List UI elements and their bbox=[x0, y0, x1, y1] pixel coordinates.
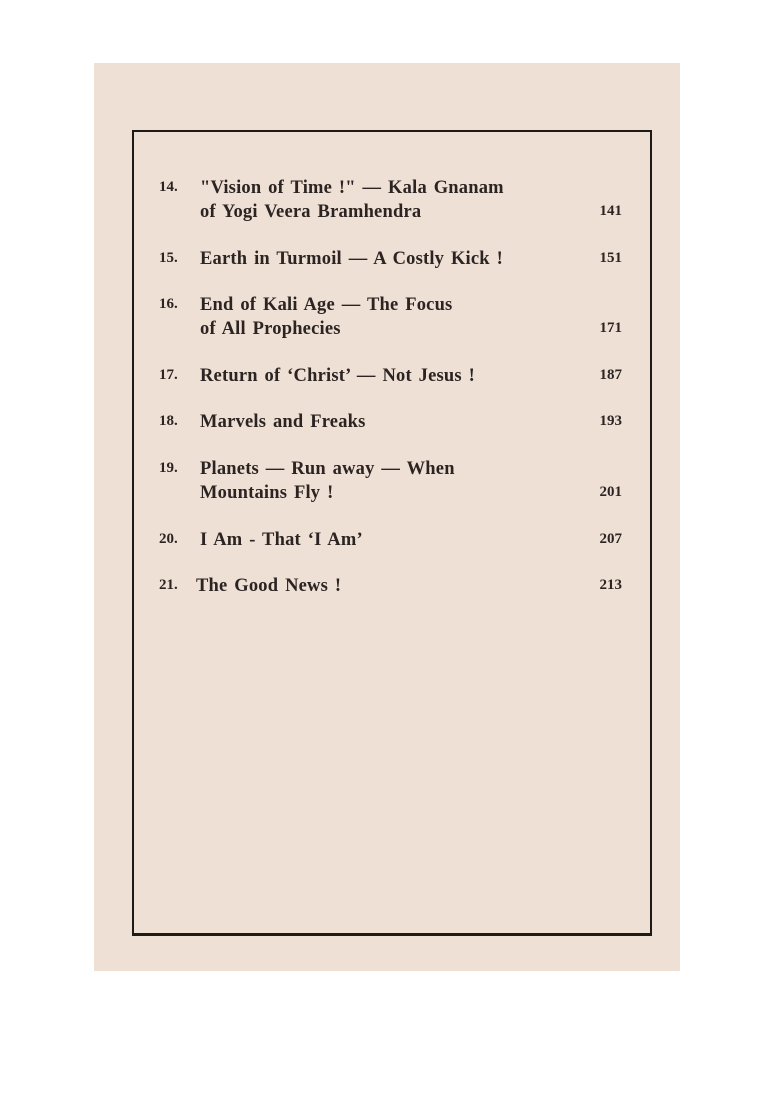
chapter-title-line: Marvels and Freaks bbox=[200, 412, 366, 432]
chapter-number: 19. bbox=[159, 460, 178, 476]
chapter-title bbox=[200, 176, 504, 224]
chapter-title bbox=[200, 410, 366, 434]
chapter-title bbox=[200, 528, 363, 552]
page-number: 151 bbox=[599, 250, 622, 266]
chapter-title-line: The Good News ! bbox=[196, 576, 342, 596]
chapter-title-line: Planets — Run away — When bbox=[200, 459, 455, 479]
chapter-title bbox=[200, 364, 475, 388]
chapter-title-line: I Am - That ‘I Am’ bbox=[200, 530, 363, 550]
chapter-number: 20. bbox=[159, 531, 178, 547]
chapter-title bbox=[200, 247, 503, 271]
chapter-title-line: Return of ‘Christ’ — Not Jesus ! bbox=[200, 366, 475, 386]
chapter-number: 18. bbox=[159, 413, 178, 429]
chapter-number: 17. bbox=[159, 367, 178, 383]
page-number: 213 bbox=[599, 577, 622, 593]
chapter-title-line: Mountains Fly ! bbox=[200, 483, 334, 503]
chapter-title-line: Earth in Turmoil — A Costly Kick ! bbox=[200, 249, 503, 269]
chapter-title-line: of All Prophecies bbox=[200, 319, 341, 339]
chapter-title-line: of Yogi Veera Bramhendra bbox=[200, 202, 422, 222]
chapter-title bbox=[200, 293, 452, 341]
page-number: 141 bbox=[599, 203, 622, 219]
page-number: 187 bbox=[599, 367, 622, 383]
chapter-title bbox=[196, 574, 341, 598]
chapter-number: 21. bbox=[159, 577, 178, 593]
page-number: 201 bbox=[599, 484, 622, 500]
chapter-title-line: "Vision of Time !" — Kala Gnanam bbox=[200, 178, 504, 198]
chapter-title-line: End of Kali Age — The Focus bbox=[200, 295, 453, 315]
chapter-number: 16. bbox=[159, 296, 178, 312]
chapter-number: 14. bbox=[159, 179, 178, 195]
chapter-title bbox=[200, 457, 455, 505]
page-number: 171 bbox=[599, 320, 622, 336]
chapter-number: 15. bbox=[159, 250, 178, 266]
page-number: 207 bbox=[599, 531, 622, 547]
page-number: 193 bbox=[599, 413, 622, 429]
